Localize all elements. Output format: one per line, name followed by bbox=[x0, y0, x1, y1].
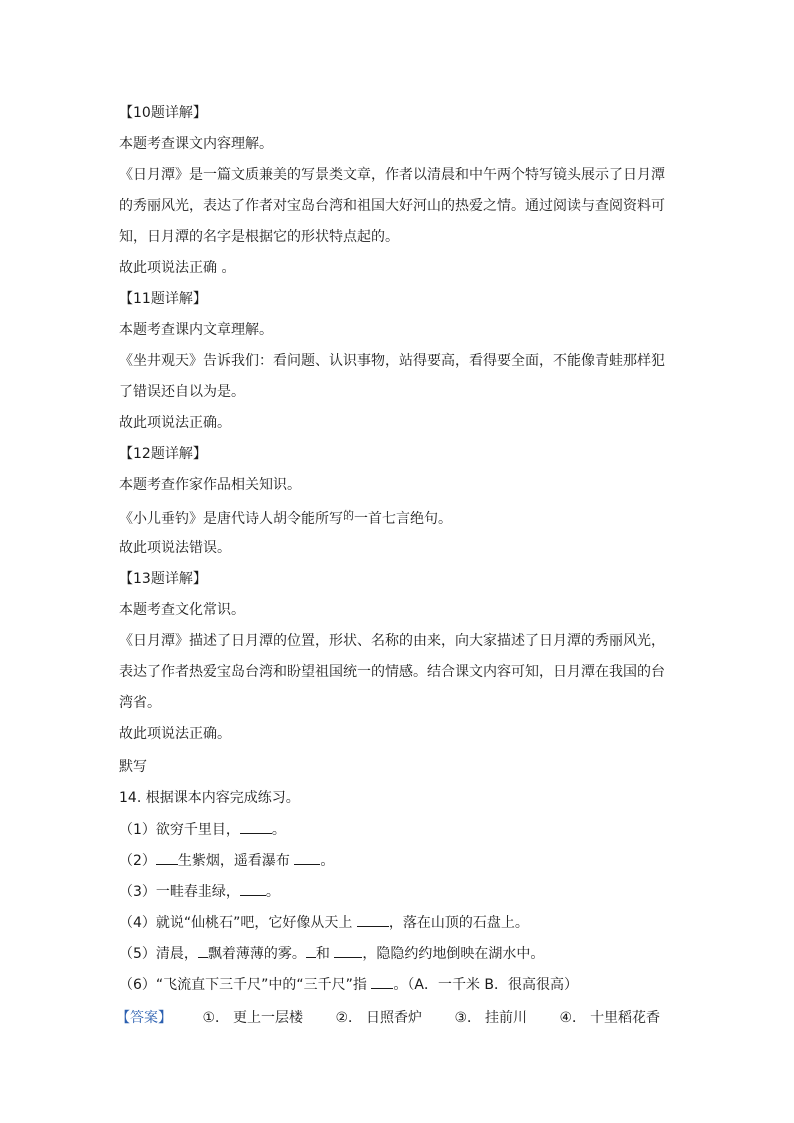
q11-body-line-1: 《坐井观天》告诉我们：看问题、认识事物，站得要高，看得要全面，不能像青蛙那样犯 bbox=[119, 353, 665, 369]
q11-heading: 【11题详解】 bbox=[119, 291, 207, 307]
fill-blank bbox=[156, 850, 178, 865]
q12-body-raised-char: 的 bbox=[343, 509, 354, 522]
fill-blank bbox=[371, 974, 393, 989]
item-6-prefix: （6）“飞流直下三千尺”中的“三千尺”指 bbox=[119, 977, 372, 993]
q10-body-line-3: 知，日月潭的名字是根据它的形状特点起的。 bbox=[119, 229, 399, 245]
answer-item-3-num: ③． bbox=[454, 1010, 482, 1026]
fill-blank bbox=[357, 912, 389, 927]
answer-line bbox=[116, 1008, 676, 1028]
answer-item-1-text: 更上一层楼 bbox=[233, 1010, 304, 1026]
q12-heading: 【12题详解】 bbox=[119, 446, 207, 462]
answer-item-3 bbox=[454, 1008, 527, 1028]
dictation-item-2 bbox=[119, 850, 679, 871]
item-2-prefix: （2） bbox=[119, 853, 156, 869]
q10-body-line-1: 《日月潭》是一篇文质兼美的写景类文章，作者以清晨和中午两个特写镜头展示了日月潭 bbox=[119, 167, 665, 183]
item-4-prefix: （4）就说“仙桃石”吧，它好像从天上 bbox=[119, 915, 357, 931]
item-5-prefix: （5）清晨， bbox=[119, 946, 198, 962]
q11-topic: 本题考查课内文章理解。 bbox=[119, 322, 273, 338]
fill-blank bbox=[294, 850, 320, 865]
answer-item-1-num: ①． bbox=[202, 1010, 230, 1026]
q12-body bbox=[119, 509, 679, 530]
q12-topic: 本题考查作家作品相关知识。 bbox=[119, 477, 301, 493]
dictation-item-3 bbox=[119, 881, 679, 902]
section-title: 默写 bbox=[119, 759, 147, 775]
item-1-suffix: 。 bbox=[271, 822, 286, 838]
q10-conclusion: 故此项说法正确 。 bbox=[119, 260, 236, 276]
answer-item-1 bbox=[202, 1008, 303, 1028]
item-2-middle: 生紫烟，遥看瀑布 bbox=[177, 853, 295, 869]
q10-body-line-2: 的秀丽风光，表达了作者对宝岛台湾和祖国大好河山的热爱之情。通过阅读与查阅资料可 bbox=[119, 198, 665, 214]
fill-blank bbox=[334, 943, 362, 958]
q10-topic: 本题考查课文内容理解。 bbox=[119, 136, 273, 152]
q13-heading: 【13题详解】 bbox=[119, 571, 207, 587]
question-14: 14. 根据课本内容完成练习。 bbox=[119, 790, 300, 806]
item-3-suffix: 。 bbox=[265, 884, 280, 900]
dictation-item-5 bbox=[119, 943, 679, 964]
q11-body-line-2: 了错误还自以为是。 bbox=[119, 384, 245, 400]
q13-body-line-2: 表达了作者热爱宝岛台湾和盼望祖国统一的情感。结合课文内容可知，日月潭在我国的台 bbox=[119, 664, 665, 680]
item-4-suffix: ，落在山顶的石盘上。 bbox=[388, 915, 529, 931]
answer-item-4 bbox=[560, 1008, 661, 1028]
q12-conclusion: 故此项说法错误。 bbox=[119, 540, 231, 556]
answer-item-4-num: ④． bbox=[559, 1010, 587, 1026]
item-5-suffix: ，隐隐约约地倒映在湖水中。 bbox=[362, 946, 545, 962]
q13-body-line-3: 湾省。 bbox=[119, 695, 161, 711]
fill-blank bbox=[306, 943, 316, 958]
q12-body-end: 一首七言绝句。 bbox=[354, 511, 452, 527]
fill-blank bbox=[240, 881, 266, 896]
answer-item-2-num: ②． bbox=[335, 1010, 363, 1026]
q12-body-start: 《小儿垂钓》是唐代诗人胡令能所写 bbox=[119, 511, 343, 527]
item-1-prefix: （1）欲穷千里目， bbox=[119, 822, 240, 838]
item-5-middle-2: 和 bbox=[315, 946, 335, 962]
q11-conclusion: 故此项说法正确。 bbox=[119, 415, 231, 431]
fill-blank bbox=[240, 819, 272, 834]
item-3-prefix: （3）一畦春韭绿， bbox=[119, 884, 240, 900]
answer-item-2-text: 日照香炉 bbox=[366, 1010, 423, 1026]
item-2-suffix: 。 bbox=[320, 853, 335, 869]
q13-topic: 本题考查文化常识。 bbox=[119, 602, 245, 618]
answer-item-4-text: 十里稻花香 bbox=[590, 1010, 661, 1026]
q13-body-line-1: 《日月潭》描述了日月潭的位置，形状、名称的由来，向大家描述了日月潭的秀丽风光， bbox=[119, 633, 665, 649]
item-6-suffix: 。（A．一千米 B．很高很高） bbox=[393, 977, 579, 993]
dictation-item-4 bbox=[119, 912, 679, 933]
dictation-item-6 bbox=[119, 974, 679, 995]
answer-item-2 bbox=[335, 1008, 422, 1028]
item-5-middle-1: 飘着薄薄的雾。 bbox=[207, 946, 306, 962]
q13-conclusion: 故此项说法正确。 bbox=[119, 726, 231, 742]
q10-heading: 【10题详解】 bbox=[119, 105, 207, 121]
dictation-item-1 bbox=[119, 819, 679, 840]
answer-item-3-text: 挂前川 bbox=[485, 1010, 528, 1026]
answer-tag: 【答案】 bbox=[116, 1010, 172, 1026]
fill-blank bbox=[198, 943, 208, 958]
